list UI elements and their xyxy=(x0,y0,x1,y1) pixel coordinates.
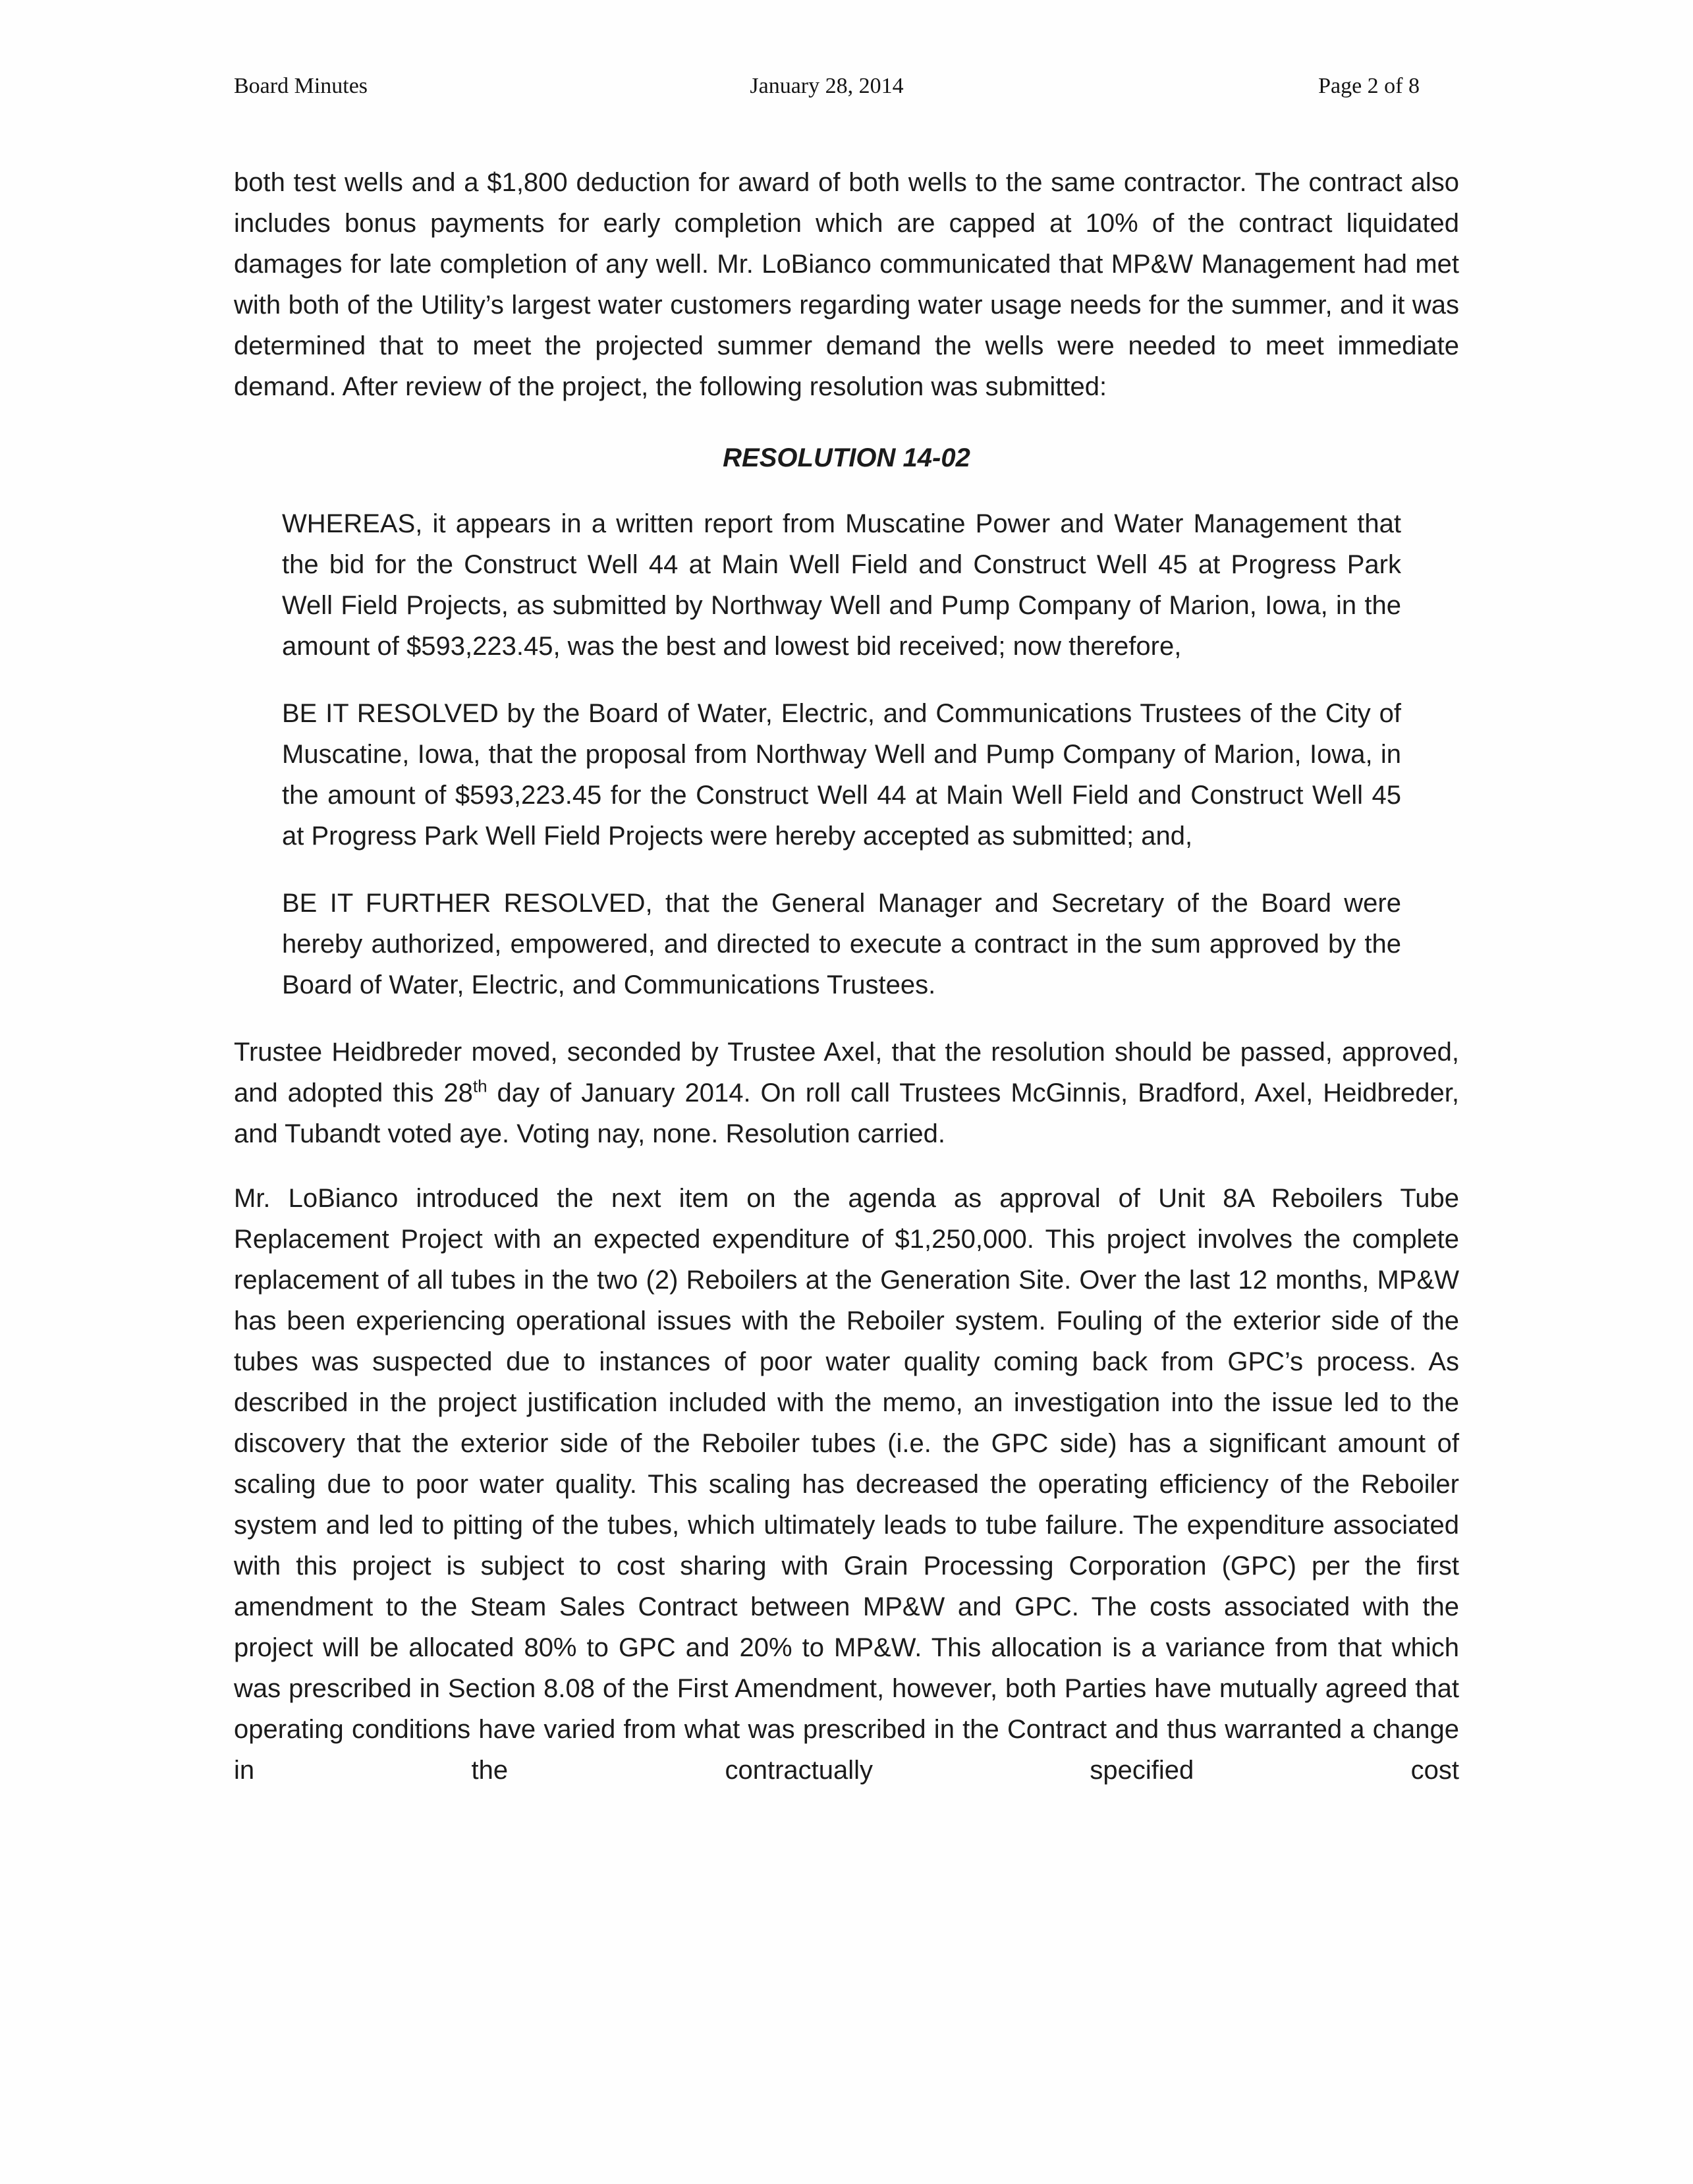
resolution-clause-be-it-resolved: BE IT RESOLVED by the Board of Water, Electric, and Communications Trustees of the City of Muscatine, Iowa, that the proposal from Northway Well and Pump Company of Marion, Iowa, in the amount of $593,223.45 for the Construct Well 44 at Main Well Field and Construct Well 45 at Progress Park Well Field Projects were hereby accepted as submitted; and, xyxy=(282,699,1401,851)
header-date: January 28, 2014 xyxy=(750,74,904,98)
ordinal-superscript: th xyxy=(472,1076,487,1096)
resolution-clause-whereas: WHEREAS, it appears in a written report from Muscatine Power and Water Management that the bid for the Construct Well 44 at Main Well Field and Construct Well 45 at Progress Park Well Field Projects, as submitted by Northway Well and Pump Company of Marion, Iowa, in the amount of $593,223.45, was the best and lowest bid received; now therefore, xyxy=(282,509,1401,661)
header-document-title: Board Minutes xyxy=(234,74,368,98)
motion-paragraph xyxy=(234,1032,1459,1154)
motion-text-after-superscript: day of January 2014. On roll call Trustees McGinnis, Bradford, Axel, Heidbreder, and Tubandt voted aye. Voting nay, none. Resolution carried. xyxy=(234,1078,1460,1148)
document-body xyxy=(234,162,1459,1791)
header-page-number: Page 2 of 8 xyxy=(1318,74,1420,98)
motion-text-before-superscript: Trustee Heidbreder moved, seconded by Trustee Axel, that the resolution should be passed, approved, and adopted this 28 xyxy=(234,1038,1459,1107)
resolution-clause-be-it-further-resolved: BE IT FURTHER RESOLVED, that the General Manager and Secretary of the Board were hereby authorized, empowered, and directed to execute a contract in the sum approved by the Board of Water, Electric, and Communications Trustees. xyxy=(282,889,1401,999)
agenda-item-paragraph: Mr. LoBianco introduced the next item on the agenda as approval of Unit 8A Reboilers Tube Replacement Project with an expected expenditure of $1,250,000. This project involves the complete replacement of all tubes in the two (2) Reboilers at the Generation Site. Over the last 12 months, MP&W has been experiencing operational issues with the Reboiler system. Fouling of the exterior side of the tubes was suspected due to instances of poor water quality coming back from GPC’s process. As described in the project justification included with the memo, an investigation into the issue led to the discovery that the exterior side of the Reboiler tubes (i.e. the GPC side) has a significant amount of scaling due to poor water quality. This scaling has decreased the operating efficiency of the Reboiler system and led to pitting of the tubes, which ultimately leads to tube failure. The expenditure associated with this project is subject to cost sharing with Grain Processing Corporation (GPC) per the first amendment to the Steam Sales Contract between MP&W and GPC. The costs associated with the project will be allocated 80% to GPC and 20% to MP&W. This allocation is a variance from that which was prescribed in Section 8.08 of the First Amendment, however, both Parties have mutually agreed that operating conditions have varied from what was prescribed in the Contract and thus warranted a change in the contractually specified cost xyxy=(234,1184,1459,1785)
resolution-title: RESOLUTION 14-02 xyxy=(723,443,970,472)
document-header xyxy=(234,74,1459,99)
intro-paragraph: both test wells and a $1,800 deduction for award of both wells to the same contractor. The contract also includes bonus payments for early completion which are capped at 10% of the contract liquidated damages for late completion of any well. Mr. LoBianco communicated that MP&W Management had met with both of the Utility’s largest water customers regarding water usage needs for the summer, and it was determined that to meet the projected summer demand the wells were needed to meet immediate demand. After review of the project, the following resolution was submitted: xyxy=(234,168,1459,401)
